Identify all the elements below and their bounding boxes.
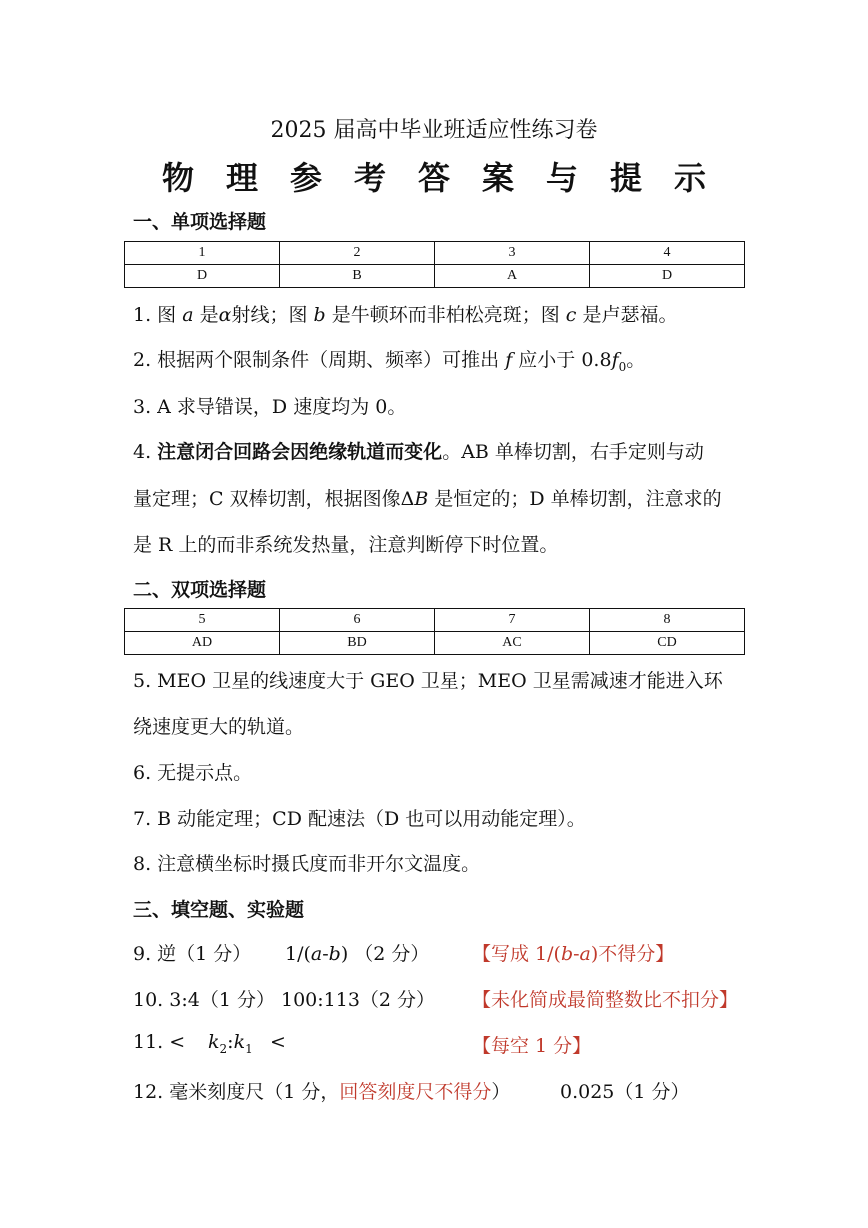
answer-q11-lt: < (270, 1031, 286, 1053)
table-row-numbers (125, 242, 745, 265)
exam-subtitle: 2025 届高中毕业班适应性练习卷 (270, 118, 598, 143)
table-row-answers (125, 632, 745, 655)
page-title: 物理参考答案与提示 (161, 159, 738, 197)
subscript: 1 (245, 1041, 253, 1056)
answer-q9-value (285, 939, 429, 966)
text: 是牛顿环而非柏松亮斑；图 (325, 304, 566, 326)
note-q9 (472, 939, 674, 966)
text: ） (491, 1081, 511, 1103)
note-q11: 【每空 1 分】 (472, 1035, 592, 1057)
answer-q9 (133, 939, 251, 966)
hint-q2 (133, 345, 645, 374)
text: 。AB 单棒切割，右手定则与动 (442, 441, 704, 463)
table-cell: 5 (125, 609, 280, 632)
table-cell: AC (435, 632, 590, 655)
hint-q5-line1: 5. MEO 卫星的线速度大于 GEO 卫星；MEO 卫星需减速才能进入环 (133, 670, 723, 692)
section-heading-single-choice: 一、单项选择题 (133, 211, 267, 233)
answer-q11 (133, 1031, 185, 1053)
hint-q6: 6. 无提示点。 (133, 762, 253, 784)
symbol: f (611, 349, 619, 371)
symbol: c (565, 304, 577, 326)
answer-q12-value: 0.025（1 分） (560, 1081, 690, 1103)
table-row-numbers (125, 609, 745, 632)
answer-q10: 10. 3:4（1 分） 100:113（2 分） (133, 989, 436, 1011)
symbol: a (579, 943, 591, 965)
table-cell: 4 (590, 242, 745, 265)
table-cell: D (590, 265, 745, 288)
text: 【写成 1/( (472, 943, 561, 965)
symbol: a (310, 943, 323, 965)
hint-q1 (133, 300, 677, 327)
text: 11. < (133, 1031, 186, 1053)
table-cell: 1 (125, 242, 280, 265)
text: )不得分】 (590, 943, 675, 965)
text: : (227, 1031, 234, 1053)
text: - (322, 943, 329, 965)
hint-q4-line2 (133, 484, 722, 511)
symbol: B (414, 488, 429, 510)
answer-q11-value (208, 1031, 253, 1056)
text: 是卢瑟福。 (576, 304, 678, 326)
hint-q8: 8. 注意横坐标时摄氏度而非开尔文温度。 (133, 853, 481, 875)
table-cell: 3 (435, 242, 590, 265)
table-row-answers (125, 265, 745, 288)
table-cell: 8 (590, 609, 745, 632)
text: 12. 毫米刻度尺（1 分， (133, 1081, 340, 1103)
text: 是恒定的；D 单棒切割，注意求的 (428, 488, 722, 510)
symbol: b (313, 304, 326, 326)
single-choice-answer-table (124, 241, 745, 288)
note-text: 回答刻度尺不得分 (339, 1081, 492, 1103)
text: 。 (626, 349, 646, 371)
text: - (573, 943, 580, 965)
text: 1/( (285, 943, 311, 965)
text: 2. 根据两个限制条件（周期、频率）可推出 (133, 349, 506, 371)
symbol: f (505, 349, 513, 371)
text: 射线；图 (231, 304, 314, 326)
emphasis-text: 注意闭合回路会因绝缘轨道而变化 (157, 441, 443, 463)
symbol: k (208, 1031, 220, 1053)
hint-q4-line3: 是 R 上的而非系统发热量，注意判断停下时位置。 (133, 534, 559, 556)
answer-q12 (133, 1077, 510, 1104)
symbol: b (560, 943, 574, 965)
text: 量定理；C 双棒切割，根据图像Δ (133, 488, 415, 510)
table-cell: A (435, 265, 590, 288)
symbol: a (182, 304, 194, 326)
table-cell: 7 (435, 609, 590, 632)
subscript: 2 (219, 1041, 228, 1056)
symbol: α (218, 304, 232, 326)
section-heading-double-choice: 二、双项选择题 (133, 579, 267, 601)
symbol: b (328, 943, 341, 965)
hint-q3: 3. A 求导错误，D 速度均为 0。 (133, 396, 407, 418)
table-cell: BD (280, 632, 435, 655)
text: 1. 图 (133, 304, 183, 326)
table-cell: D (125, 265, 280, 288)
note-q10: 【未化简成最简整数比不扣分】 (472, 989, 739, 1011)
table-cell: AD (125, 632, 280, 655)
text: 9. 逆（1 分） (133, 943, 252, 965)
hint-q5-line2: 绕速度更大的轨道。 (133, 716, 305, 738)
text: 4. (133, 441, 158, 463)
table-cell: B (280, 265, 435, 288)
table-cell: 2 (280, 242, 435, 265)
text: ) （2 分） (340, 943, 430, 965)
symbol: k (233, 1031, 246, 1053)
subscript: 0 (618, 359, 627, 374)
hint-q7: 7. B 动能定理；CD 配速法（D 也可以用动能定理）。 (133, 808, 586, 830)
double-choice-answer-table (124, 608, 745, 655)
text: 应小于 0.8 (512, 349, 612, 371)
hint-q4-line1 (133, 437, 704, 464)
section-heading-fill-blank: 三、填空题、实验题 (133, 899, 305, 921)
table-cell: 6 (280, 609, 435, 632)
table-cell: CD (590, 632, 745, 655)
text: 是 (193, 304, 219, 326)
